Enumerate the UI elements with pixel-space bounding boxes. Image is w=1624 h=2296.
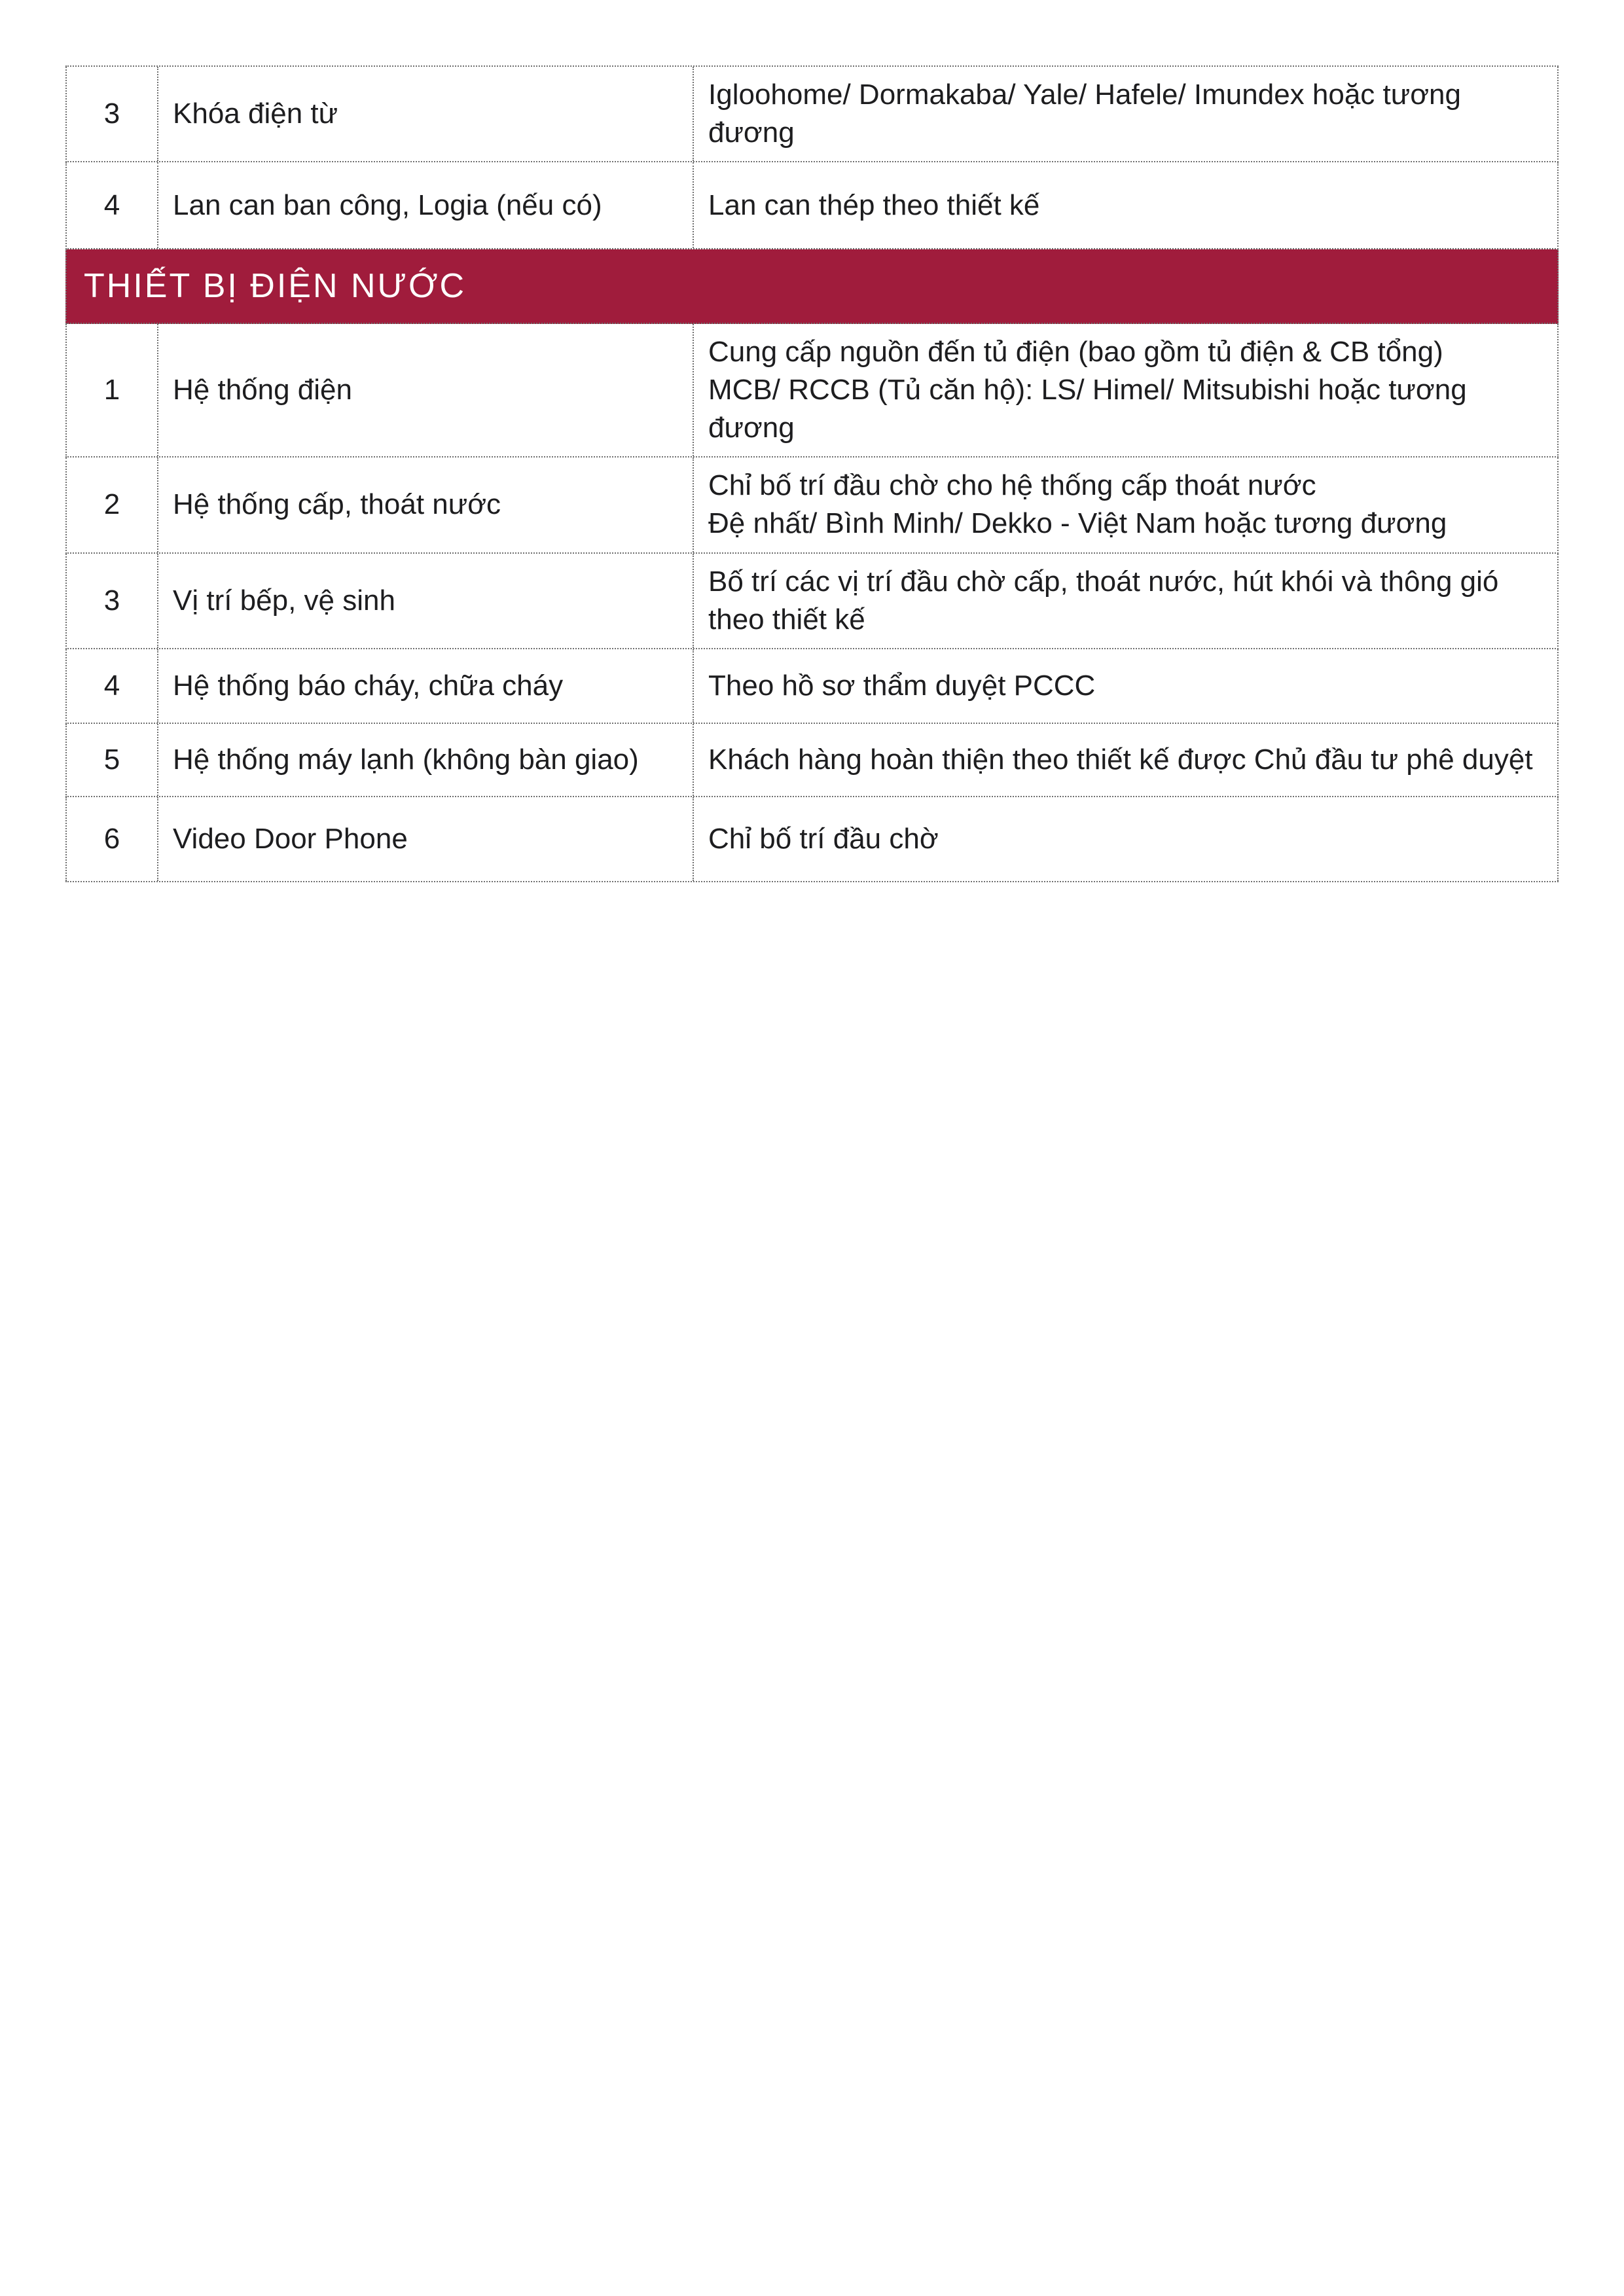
item-name-text: Hệ thống điện xyxy=(173,374,352,406)
table-row xyxy=(65,67,1559,162)
row-number xyxy=(67,649,158,723)
row-number-text: 6 xyxy=(103,822,120,855)
table-row xyxy=(65,554,1559,649)
item-name-cell xyxy=(158,457,694,552)
table-row xyxy=(65,162,1559,249)
spec-line: Chỉ bố trí đầu chờ cho hệ thống cấp thoát nước xyxy=(708,469,1316,502)
item-spec-cell xyxy=(694,324,1557,456)
item-name-cell xyxy=(158,797,694,881)
row-number xyxy=(67,724,158,796)
row-number xyxy=(67,324,158,456)
item-name-text: Lan can ban công, Logia (nếu có) xyxy=(173,188,602,221)
item-name-text: Hệ thống máy lạnh (không bàn giao) xyxy=(173,743,639,776)
spec-line: Khách hàng hoàn thiện theo thiết kế được Chủ đầu tư phê duyệt xyxy=(708,743,1533,776)
row-number-text: 5 xyxy=(103,743,120,776)
handover-spec-table xyxy=(65,65,1559,882)
row-number-text: 3 xyxy=(103,98,120,130)
item-name-text: Khóa điện từ xyxy=(173,98,338,130)
item-spec-cell xyxy=(694,67,1557,161)
row-number-text: 4 xyxy=(103,188,120,221)
item-name-text: Hệ thống cấp, thoát nước xyxy=(173,488,501,521)
item-name-text: Hệ thống báo cháy, chữa cháy xyxy=(173,669,564,702)
spec-line: MCB/ RCCB (Tủ căn hộ): LS/ Himel/ Mitsubishi hoặc tương đương xyxy=(708,374,1467,444)
item-name-cell xyxy=(158,554,694,648)
table-row xyxy=(65,797,1559,881)
item-name-cell xyxy=(158,67,694,161)
spec-line: Igloohome/ Dormakaba/ Yale/ Hafele/ Imundex hoặc tương đương xyxy=(708,79,1461,149)
item-spec-cell xyxy=(694,797,1557,881)
item-name-text: Video Door Phone xyxy=(173,822,408,855)
row-number xyxy=(67,797,158,881)
item-spec-cell xyxy=(694,554,1557,648)
spec-line: Theo hồ sơ thẩm duyệt PCCC xyxy=(708,669,1096,702)
section-header-title: THIẾT BỊ ĐIỆN NƯỚC xyxy=(84,267,467,306)
row-number-text: 3 xyxy=(103,584,120,617)
row-number xyxy=(67,67,158,161)
spec-line: Đệ nhất/ Bình Minh/ Dekko - Việt Nam hoặc tương đương xyxy=(708,507,1447,540)
item-name-text: Vị trí bếp, vệ sinh xyxy=(173,584,395,617)
item-spec-cell xyxy=(694,162,1557,248)
row-number-text: 1 xyxy=(103,374,120,406)
table-row xyxy=(65,649,1559,724)
item-name-cell xyxy=(158,324,694,456)
spec-line: Bố trí các vị trí đầu chờ cấp, thoát nước, hút khói và thông gió theo thiết kế xyxy=(708,565,1499,636)
table-row xyxy=(65,457,1559,553)
table-row xyxy=(65,324,1559,457)
row-number xyxy=(67,162,158,248)
spec-line: Lan can thép theo thiết kế xyxy=(708,188,1040,221)
item-name-cell xyxy=(158,649,694,723)
item-name-cell xyxy=(158,724,694,796)
item-spec-cell xyxy=(694,724,1557,796)
item-spec-cell xyxy=(694,457,1557,552)
table-row xyxy=(65,724,1559,797)
section-header-row xyxy=(65,249,1559,324)
item-spec-cell xyxy=(694,649,1557,723)
spec-line: Cung cấp nguồn đến tủ điện (bao gồm tủ điện & CB tổng) xyxy=(708,336,1443,368)
spec-line: Chỉ bố trí đầu chờ xyxy=(708,822,939,855)
row-number-text: 4 xyxy=(103,669,120,702)
row-number xyxy=(67,554,158,648)
item-name-cell xyxy=(158,162,694,248)
row-number xyxy=(67,457,158,552)
row-number-text: 2 xyxy=(103,488,120,521)
